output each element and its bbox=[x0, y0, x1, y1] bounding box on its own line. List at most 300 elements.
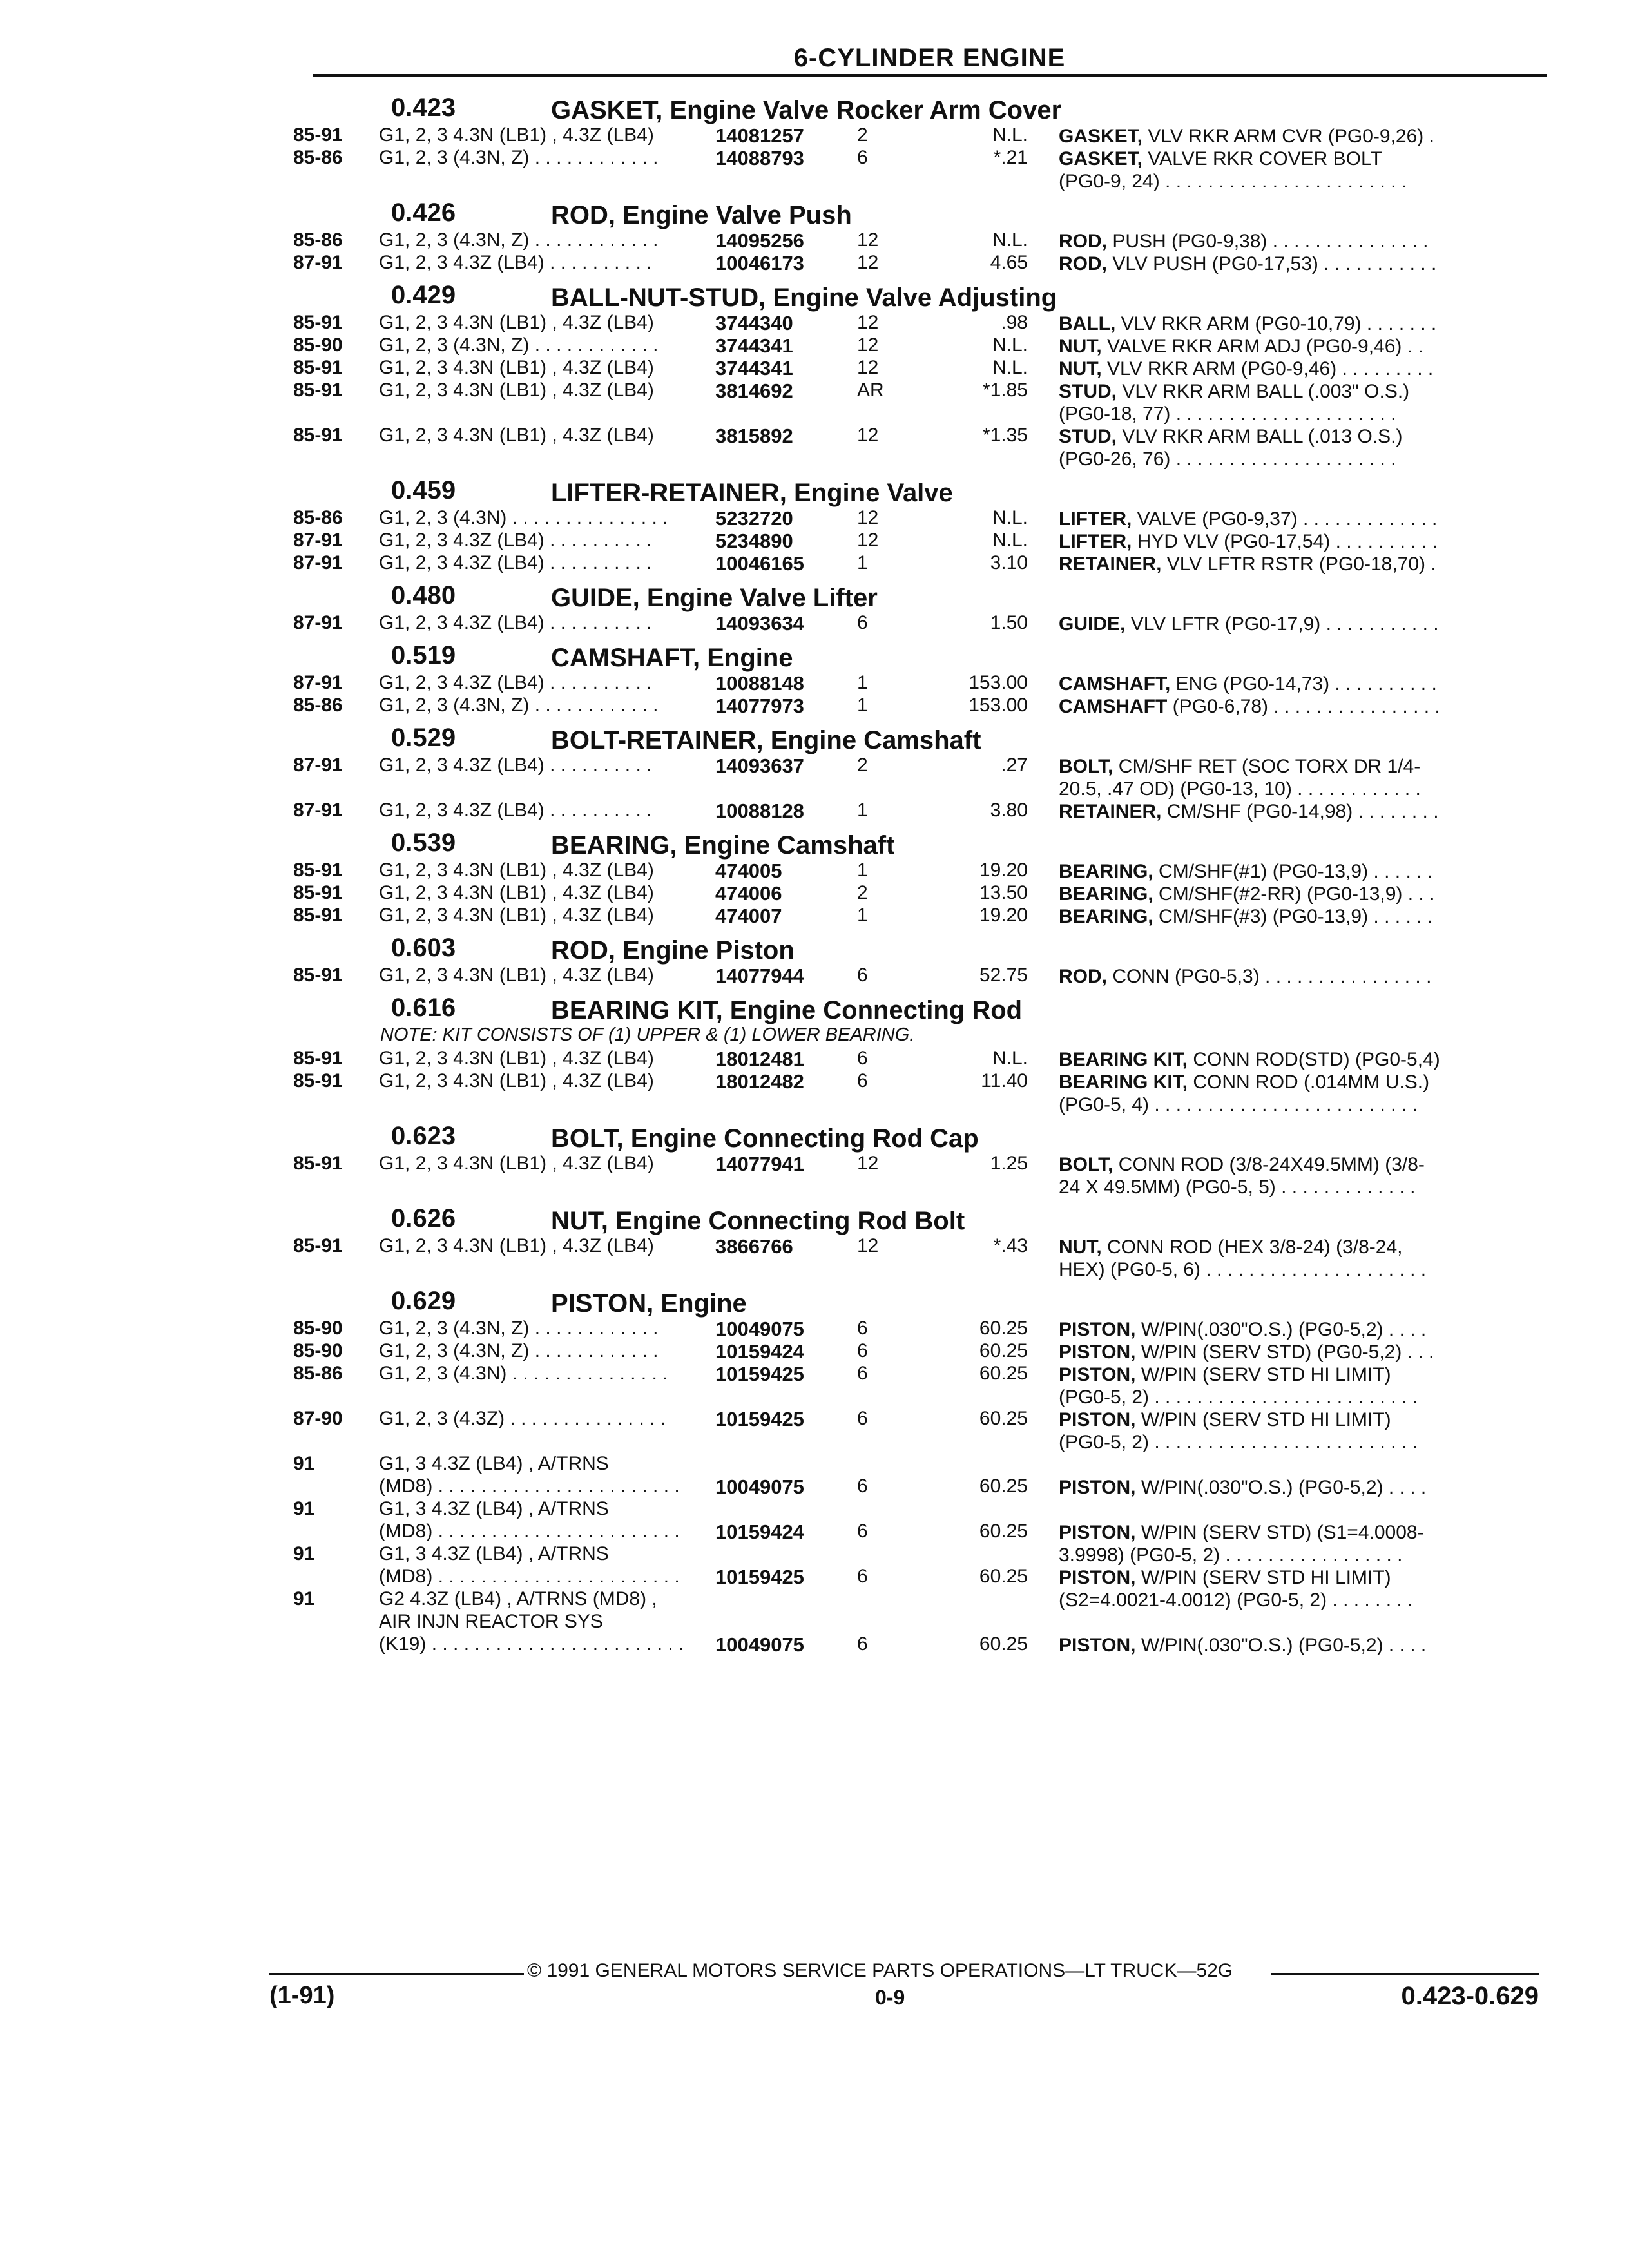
description-part-name: BEARING KIT, bbox=[1059, 1049, 1188, 1070]
section-header bbox=[293, 192, 1550, 229]
part-number: 14095256 bbox=[715, 229, 804, 252]
section-header bbox=[293, 822, 1550, 860]
section-header bbox=[293, 635, 1550, 672]
quantity: 12 bbox=[857, 1153, 879, 1174]
description-line bbox=[1059, 1177, 1555, 1199]
part-section bbox=[293, 575, 1550, 635]
description-line bbox=[1059, 231, 1555, 253]
price: 11.40 bbox=[981, 1070, 1028, 1091]
quantity: AR bbox=[857, 380, 884, 401]
part-row bbox=[293, 965, 1550, 987]
application-line: G1, 2, 3 4.3N (LB1) , 4.3Z (LB4) bbox=[379, 380, 654, 401]
description-part-name: BEARING, bbox=[1059, 906, 1153, 927]
section-number: 0.539 bbox=[391, 829, 456, 857]
description-line bbox=[1059, 253, 1555, 276]
description bbox=[1059, 1236, 1555, 1282]
description bbox=[1059, 1635, 1555, 1657]
description-line bbox=[1059, 1049, 1555, 1072]
description-text: VLV LFTR (PG0-17,9) . . . . . . . . . . . bbox=[1130, 613, 1439, 635]
description bbox=[1059, 861, 1555, 883]
part-number: 14077973 bbox=[715, 695, 804, 717]
model-years: 85-90 bbox=[293, 1318, 343, 1339]
description-part-name: BEARING, bbox=[1059, 861, 1153, 882]
description bbox=[1059, 1072, 1555, 1117]
quantity: 6 bbox=[857, 1363, 868, 1384]
description-text: CONN ROD (3/8-24X49.5MM) (3/8- bbox=[1118, 1154, 1425, 1175]
description bbox=[1059, 673, 1555, 696]
description-part-name: BALL, bbox=[1059, 313, 1116, 334]
description-text: CONN ROD (HEX 3/8-24) (3/8-24, bbox=[1107, 1236, 1403, 1258]
description-text: CONN ROD (.014MM U.S.) bbox=[1193, 1072, 1430, 1093]
part-row bbox=[293, 1498, 1550, 1566]
price: 13.50 bbox=[979, 882, 1028, 903]
description-part-name: LIFTER, bbox=[1059, 531, 1132, 552]
section-header bbox=[293, 575, 1550, 612]
section-header bbox=[293, 274, 1550, 312]
description-text: VALVE RKR COVER BOLT bbox=[1148, 148, 1382, 169]
model-years: 85-86 bbox=[293, 507, 343, 528]
section-number: 0.603 bbox=[391, 934, 456, 962]
description-part-name: GASKET, bbox=[1059, 148, 1143, 169]
part-section bbox=[293, 1115, 1550, 1198]
description-part-name: GASKET, bbox=[1059, 126, 1143, 147]
description bbox=[1059, 696, 1555, 718]
description-part-name: ROD, bbox=[1059, 253, 1107, 274]
application-line: G1, 2, 3 (4.3N, Z) . . . . . . . . . . . . bbox=[379, 695, 659, 716]
part-row bbox=[293, 1070, 1550, 1115]
quantity: 6 bbox=[857, 965, 868, 986]
description-part-name: PISTON, bbox=[1059, 1364, 1136, 1385]
part-row bbox=[293, 1453, 1550, 1498]
application-line: G1, 2, 3 4.3Z (LB4) . . . . . . . . . . bbox=[379, 800, 652, 821]
description-part-name: BOLT, bbox=[1059, 1154, 1113, 1175]
application-line: G1, 2, 3 (4.3N, Z) . . . . . . . . . . . . bbox=[379, 147, 659, 168]
description bbox=[1059, 801, 1555, 823]
description bbox=[1059, 336, 1555, 358]
quantity: 12 bbox=[857, 1235, 879, 1256]
section-number: 0.629 bbox=[391, 1287, 456, 1315]
part-number: 10088148 bbox=[715, 672, 804, 695]
description bbox=[1059, 1319, 1555, 1341]
description bbox=[1059, 906, 1555, 928]
description-text: VLV PUSH (PG0-17,53) . . . . . . . . . . . bbox=[1112, 253, 1437, 274]
description-text: CM/SHF(#3) (PG0-13,9) . . . . . . bbox=[1159, 906, 1433, 927]
description-line bbox=[1059, 1319, 1555, 1341]
part-number: 3744340 bbox=[715, 312, 793, 334]
application bbox=[379, 147, 714, 169]
model-years: 85-90 bbox=[293, 334, 343, 356]
model-years: 85-91 bbox=[293, 312, 343, 333]
description bbox=[1059, 883, 1555, 906]
price: 52.75 bbox=[979, 965, 1028, 986]
description-text: W/PIN (SERV STD) (PG0-5,2) . . . bbox=[1141, 1341, 1434, 1363]
part-row bbox=[293, 1153, 1550, 1198]
price: 60.25 bbox=[979, 1340, 1028, 1361]
model-years: 85-91 bbox=[293, 1048, 343, 1069]
parts-list bbox=[293, 87, 1550, 1656]
description bbox=[1059, 381, 1555, 426]
quantity: 12 bbox=[857, 334, 879, 356]
application bbox=[379, 124, 714, 147]
description-text: VLV RKR ARM CVR (PG0-9,26) . bbox=[1148, 126, 1434, 147]
description-text: CONN ROD(STD) (PG0-5,4) bbox=[1193, 1049, 1440, 1070]
description bbox=[1059, 966, 1555, 988]
quantity: 1 bbox=[857, 860, 868, 881]
section-number: 0.426 bbox=[391, 198, 456, 227]
price: 60.25 bbox=[979, 1633, 1028, 1655]
description-text: (PG0-6,78) . . . . . . . . . . . . . . . . bbox=[1172, 696, 1440, 717]
page-footer bbox=[269, 1959, 1539, 2036]
application-line: G1, 2, 3 4.3N (LB1) , 4.3Z (LB4) bbox=[379, 882, 654, 903]
part-number: 14081257 bbox=[715, 124, 804, 147]
description-text: (PG0-5, 2) . . . . . . . . . . . . . . . . . . . . . . . . . bbox=[1059, 1387, 1418, 1408]
application-line: G1, 2, 3 4.3N (LB1) , 4.3Z (LB4) bbox=[379, 1048, 654, 1069]
section-name: BOLT-RETAINER, Engine Camshaft bbox=[551, 726, 981, 754]
description-line bbox=[1059, 1522, 1555, 1544]
application bbox=[379, 229, 714, 252]
price: 153.00 bbox=[969, 695, 1028, 716]
application-line: G1, 2, 3 4.3N (LB1) , 4.3Z (LB4) bbox=[379, 1070, 654, 1091]
description bbox=[1059, 1341, 1555, 1364]
description-line bbox=[1059, 1364, 1555, 1387]
part-number: 14088793 bbox=[715, 147, 804, 169]
price: 60.25 bbox=[979, 1566, 1028, 1587]
section-header bbox=[293, 87, 1550, 124]
part-number: 3744341 bbox=[715, 334, 793, 357]
description-line bbox=[1059, 403, 1555, 426]
model-years: 85-86 bbox=[293, 1363, 343, 1384]
description bbox=[1059, 426, 1555, 471]
description-part-name: RETAINER, bbox=[1059, 553, 1162, 575]
section-number: 0.429 bbox=[391, 281, 456, 309]
part-section bbox=[293, 192, 1550, 274]
quantity: 1 bbox=[857, 672, 868, 693]
price: 60.25 bbox=[979, 1475, 1028, 1497]
page-title: 6-CYLINDER ENGINE bbox=[793, 44, 1066, 72]
application bbox=[379, 1048, 714, 1070]
part-row bbox=[293, 1588, 1550, 1656]
price: 19.20 bbox=[979, 905, 1028, 926]
description bbox=[1059, 531, 1555, 553]
description bbox=[1059, 1477, 1555, 1499]
quantity: 12 bbox=[857, 252, 879, 273]
price: 1.50 bbox=[990, 612, 1028, 633]
model-years: 85-91 bbox=[293, 965, 343, 986]
description-part-name: NUT, bbox=[1059, 1236, 1102, 1258]
model-years: 85-90 bbox=[293, 1340, 343, 1361]
description-line bbox=[1059, 358, 1555, 381]
description bbox=[1059, 313, 1555, 336]
section-header bbox=[293, 717, 1550, 754]
description-text: CM/SHF(#1) (PG0-13,9) . . . . . . bbox=[1159, 861, 1433, 882]
quantity: 1 bbox=[857, 695, 868, 716]
model-years: 87-91 bbox=[293, 530, 343, 551]
description bbox=[1059, 1364, 1555, 1409]
section-name: ROD, Engine Piston bbox=[551, 936, 795, 965]
part-section bbox=[293, 274, 1550, 470]
part-row bbox=[293, 425, 1550, 470]
price: .98 bbox=[1001, 312, 1028, 333]
price: *.21 bbox=[993, 147, 1028, 168]
price: 3.10 bbox=[990, 552, 1028, 573]
part-section bbox=[293, 717, 1550, 822]
description bbox=[1059, 231, 1555, 253]
part-number: 10159425 bbox=[715, 1408, 804, 1430]
application-line: G1, 2, 3 (4.3N) . . . . . . . . . . . . . . . bbox=[379, 1363, 668, 1384]
part-row bbox=[293, 357, 1550, 380]
description-part-name: BEARING, bbox=[1059, 883, 1153, 905]
part-number: 10049075 bbox=[715, 1475, 804, 1498]
description-part-name: PISTON, bbox=[1059, 1635, 1136, 1656]
description-line bbox=[1059, 313, 1555, 336]
application-line: G2 4.3Z (LB4) , A/TRNS (MD8) , bbox=[379, 1588, 657, 1610]
part-number: 10046173 bbox=[715, 252, 804, 274]
description bbox=[1059, 148, 1555, 193]
description-text: W/PIN(.030"O.S.) (PG0-5,2) . . . . bbox=[1141, 1477, 1427, 1498]
description-text: (PG0-5, 4) . . . . . . . . . . . . . . . . . . . . . . . . . bbox=[1059, 1094, 1418, 1115]
model-years: 87-91 bbox=[293, 552, 343, 573]
application bbox=[379, 334, 714, 357]
section-number: 0.423 bbox=[391, 93, 456, 122]
part-row bbox=[293, 800, 1550, 822]
description-line bbox=[1059, 801, 1555, 823]
part-number: 3744341 bbox=[715, 357, 793, 380]
application bbox=[379, 380, 714, 402]
part-number: 10159425 bbox=[715, 1363, 804, 1385]
description-text: (S2=4.0021-4.0012) (PG0-5, 2) . . . . . . . . bbox=[1059, 1590, 1413, 1611]
part-row bbox=[293, 1408, 1550, 1453]
description bbox=[1059, 253, 1555, 276]
description-text: W/PIN (SERV STD HI LIMIT) bbox=[1141, 1567, 1391, 1588]
description-part-name: PISTON, bbox=[1059, 1319, 1136, 1340]
price: N.L. bbox=[992, 357, 1028, 378]
application-line: G1, 2, 3 4.3Z (LB4) . . . . . . . . . . bbox=[379, 530, 652, 551]
application bbox=[379, 1070, 714, 1093]
price: 60.25 bbox=[979, 1408, 1028, 1429]
application-line: AIR INJN REACTOR SYS bbox=[379, 1611, 603, 1632]
description-text: VLV RKR ARM BALL (.003" O.S.) bbox=[1122, 381, 1410, 402]
part-row bbox=[293, 380, 1550, 425]
application-line: G1, 2, 3 (4.3N, Z) . . . . . . . . . . . . bbox=[379, 229, 659, 251]
price: 4.65 bbox=[990, 252, 1028, 273]
application-line: G1, 2, 3 4.3N (LB1) , 4.3Z (LB4) bbox=[379, 124, 654, 146]
page-header bbox=[313, 44, 1547, 73]
description-text: W/PIN(.030"O.S.) (PG0-5,2) . . . . bbox=[1141, 1635, 1427, 1656]
section-note: NOTE: KIT CONSISTS OF (1) UPPER & (1) LOWER BEARING. bbox=[380, 1024, 915, 1045]
description-text: 20.5, .47 OD) (PG0-13, 10) . . . . . . . . . . . . bbox=[1059, 778, 1421, 800]
quantity: 6 bbox=[857, 1070, 868, 1091]
section-name: LIFTER-RETAINER, Engine Valve bbox=[551, 479, 953, 507]
part-number: 10049075 bbox=[715, 1633, 804, 1656]
application bbox=[379, 357, 714, 380]
description-part-name: STUD, bbox=[1059, 381, 1117, 402]
application bbox=[379, 1318, 714, 1340]
model-years: 85-91 bbox=[293, 882, 343, 903]
description-line bbox=[1059, 1432, 1555, 1454]
application bbox=[379, 1588, 714, 1656]
application bbox=[379, 1453, 714, 1498]
section-name: BOLT, Engine Connecting Rod Cap bbox=[551, 1124, 979, 1153]
part-row bbox=[293, 147, 1550, 192]
section-name: BEARING KIT, Engine Connecting Rod bbox=[551, 996, 1023, 1024]
section-header bbox=[293, 987, 1550, 1024]
model-years: 85-91 bbox=[293, 1153, 343, 1174]
description-part-name: ROD, bbox=[1059, 231, 1107, 252]
description-line bbox=[1059, 673, 1555, 696]
part-number: 10049075 bbox=[715, 1318, 804, 1340]
part-section bbox=[293, 987, 1550, 1115]
part-section bbox=[293, 1198, 1550, 1280]
part-number: 3866766 bbox=[715, 1235, 793, 1258]
part-number: 14077944 bbox=[715, 965, 804, 987]
part-number: 474007 bbox=[715, 905, 782, 927]
section-name: CAMSHAFT, Engine bbox=[551, 644, 793, 672]
part-row bbox=[293, 860, 1550, 882]
description-text: VLV RKR ARM (PG0-10,79) . . . . . . . bbox=[1121, 313, 1437, 334]
description-line bbox=[1059, 531, 1555, 553]
part-number: 10159424 bbox=[715, 1521, 804, 1543]
price: 1.25 bbox=[990, 1153, 1028, 1174]
description-text: VALVE (PG0-9,37) . . . . . . . . . . . . . bbox=[1137, 508, 1438, 530]
price: N.L. bbox=[992, 229, 1028, 251]
price: N.L. bbox=[992, 507, 1028, 528]
model-years: 85-91 bbox=[293, 124, 343, 146]
part-number: 10088128 bbox=[715, 800, 804, 822]
part-row bbox=[293, 695, 1550, 717]
part-row bbox=[293, 1318, 1550, 1340]
model-years: 91 bbox=[293, 1498, 315, 1519]
application bbox=[379, 312, 714, 334]
price: 60.25 bbox=[979, 1318, 1028, 1339]
model-years: 85-86 bbox=[293, 695, 343, 716]
description-text: HYD VLV (PG0-17,54) . . . . . . . . . . bbox=[1137, 531, 1438, 552]
part-number: 18012481 bbox=[715, 1048, 804, 1070]
model-years: 85-91 bbox=[293, 1235, 343, 1256]
description-line bbox=[1059, 1635, 1555, 1657]
application bbox=[379, 507, 714, 530]
model-years: 85-91 bbox=[293, 1070, 343, 1091]
quantity: 1 bbox=[857, 552, 868, 573]
application-line: (MD8) . . . . . . . . . . . . . . . . . . . . . . . bbox=[379, 1566, 680, 1587]
description-text: VLV LFTR RSTR (PG0-18,70) . bbox=[1166, 553, 1436, 575]
quantity: 6 bbox=[857, 147, 868, 168]
model-years: 91 bbox=[293, 1453, 315, 1474]
application bbox=[379, 905, 714, 927]
model-years: 85-91 bbox=[293, 380, 343, 401]
description-text: VLV RKR ARM BALL (.013 O.S.) bbox=[1122, 426, 1403, 447]
description-line bbox=[1059, 1409, 1555, 1432]
application bbox=[379, 695, 714, 717]
description-line bbox=[1059, 966, 1555, 988]
part-row bbox=[293, 1048, 1550, 1070]
part-section bbox=[293, 822, 1550, 927]
application bbox=[379, 860, 714, 882]
price: N.L. bbox=[992, 530, 1028, 551]
application-line: G1, 2, 3 4.3N (LB1) , 4.3Z (LB4) bbox=[379, 860, 654, 881]
part-number: 10046165 bbox=[715, 552, 804, 575]
part-number: 3814692 bbox=[715, 380, 793, 402]
footer-rule-left bbox=[269, 1973, 524, 1975]
part-row bbox=[293, 1340, 1550, 1363]
part-number: 14077941 bbox=[715, 1153, 804, 1175]
description-text: HEX) (PG0-5, 6) . . . . . . . . . . . . . . . . . . . . . bbox=[1059, 1259, 1427, 1280]
quantity: 2 bbox=[857, 124, 868, 146]
part-section bbox=[293, 470, 1550, 575]
part-section bbox=[293, 635, 1550, 717]
quantity: 6 bbox=[857, 1340, 868, 1361]
application-line: G1, 2, 3 4.3Z (LB4) . . . . . . . . . . bbox=[379, 612, 652, 633]
price: 153.00 bbox=[969, 672, 1028, 693]
section-number: 0.626 bbox=[391, 1204, 456, 1233]
description-line bbox=[1059, 1341, 1555, 1364]
part-number: 5232720 bbox=[715, 507, 793, 530]
description-text: 24 X 49.5MM) (PG0-5, 5) . . . . . . . . . . . . . bbox=[1059, 1177, 1416, 1198]
application bbox=[379, 800, 714, 822]
model-years: 87-91 bbox=[293, 800, 343, 821]
description bbox=[1059, 508, 1555, 531]
description-text: VLV RKR ARM (PG0-9,46) . . . . . . . . . bbox=[1107, 358, 1434, 380]
part-row bbox=[293, 124, 1550, 147]
application-line: (MD8) . . . . . . . . . . . . . . . . . . . . . . . bbox=[379, 1521, 680, 1542]
description-line bbox=[1059, 778, 1555, 801]
quantity: 1 bbox=[857, 800, 868, 821]
part-row bbox=[293, 612, 1550, 635]
description-part-name: GUIDE, bbox=[1059, 613, 1126, 635]
description-text: CM/SHF(#2-RR) (PG0-13,9) . . . bbox=[1159, 883, 1435, 905]
price: 19.20 bbox=[979, 860, 1028, 881]
model-years: 87-90 bbox=[293, 1408, 343, 1429]
application bbox=[379, 530, 714, 552]
page-number: 0-9 bbox=[875, 1986, 905, 2009]
model-years: 85-91 bbox=[293, 357, 343, 378]
section-number: 0.623 bbox=[391, 1122, 456, 1150]
description-text: CM/SHF RET (SOC TORX DR 1/4- bbox=[1118, 756, 1421, 777]
part-row bbox=[293, 229, 1550, 252]
quantity: 12 bbox=[857, 530, 879, 551]
application bbox=[379, 552, 714, 575]
description-line bbox=[1059, 756, 1555, 778]
price: 60.25 bbox=[979, 1521, 1028, 1542]
description bbox=[1059, 613, 1555, 636]
quantity: 6 bbox=[857, 1408, 868, 1429]
part-number: 5234890 bbox=[715, 530, 793, 552]
application-line: G1, 2, 3 4.3N (LB1) , 4.3Z (LB4) bbox=[379, 425, 654, 446]
price: N.L. bbox=[992, 334, 1028, 356]
description-line bbox=[1059, 883, 1555, 906]
part-row bbox=[293, 252, 1550, 274]
section-number: 0.459 bbox=[391, 476, 456, 505]
description-line bbox=[1059, 696, 1555, 718]
model-years: 91 bbox=[293, 1543, 315, 1564]
section-name: GUIDE, Engine Valve Lifter bbox=[551, 584, 878, 612]
description-line bbox=[1059, 1477, 1555, 1499]
description-line bbox=[1059, 1072, 1555, 1094]
description bbox=[1059, 1409, 1555, 1454]
description-part-name: CAMSHAFT bbox=[1059, 696, 1168, 717]
quantity: 6 bbox=[857, 1475, 868, 1497]
description-part-name: CAMSHAFT, bbox=[1059, 673, 1171, 695]
description-line bbox=[1059, 553, 1555, 576]
price: N.L. bbox=[992, 124, 1028, 146]
application-line: G1, 2, 3 (4.3N, Z) . . . . . . . . . . . . bbox=[379, 1340, 659, 1361]
price: *1.35 bbox=[982, 425, 1028, 446]
application-line: G1, 2, 3 4.3N (LB1) , 4.3Z (LB4) bbox=[379, 965, 654, 986]
part-number: 474005 bbox=[715, 860, 782, 882]
part-row bbox=[293, 754, 1550, 800]
description-part-name: PISTON, bbox=[1059, 1477, 1136, 1498]
quantity: 12 bbox=[857, 229, 879, 251]
part-row bbox=[293, 1235, 1550, 1280]
